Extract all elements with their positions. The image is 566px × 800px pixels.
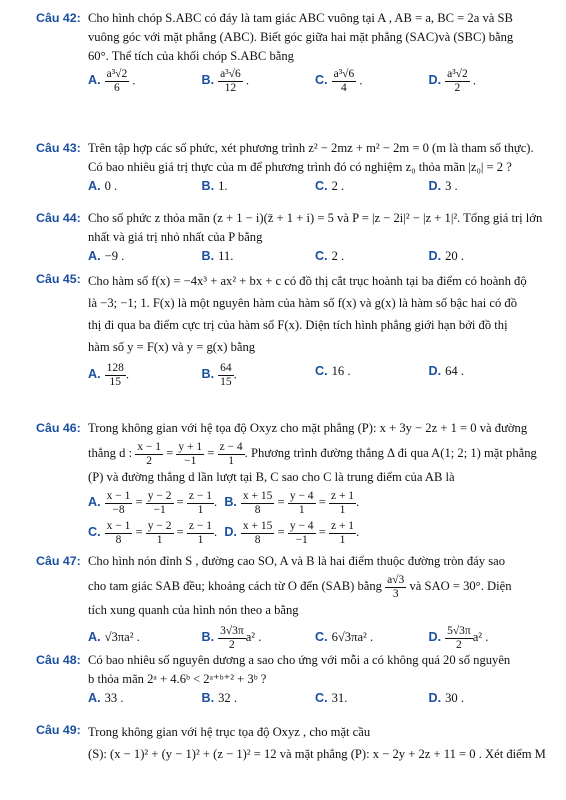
option-d[interactable]: D. 64 .: [428, 364, 464, 378]
question-text: b thỏa mãn 2ᵃ + 4.6ᵇ < 2ᵃ⁺ᵇ⁺² + 3ᵇ ?: [88, 672, 267, 686]
question-44: [38, 209, 542, 266]
option-b[interactable]: B. $\frac{3√3\pi}{2}$ a² .: [201, 624, 262, 651]
option-c[interactable]: C. 2 .: [315, 249, 345, 263]
question-number: Câu 45:: [36, 272, 81, 286]
question-47: [38, 552, 542, 652]
question-text: Cho số phức z thỏa mãn (z + 1 − i)(z̄ + 1 + i) = 5 và P = |z − 2i|² − |z + 1|². Tổng giá trị lớn: [88, 211, 543, 225]
question-48: [38, 651, 542, 708]
option-b[interactable]: B. 32 .: [201, 691, 237, 705]
question-text: Trong không gian với hệ tọa độ Oxyz cho mặt phẳng (P): x + 3y − 2z + 1 = 0 và đường: [88, 421, 528, 435]
question-text: Cho hình chóp S.ABC có đáy là tam giác ABC vuông tại A , AB = a, BC = 2a và SB: [88, 11, 513, 25]
question-text: Có bao nhiêu số nguyên dương a sao cho ứng với mỗi a có không quá 20 số nguyên: [88, 653, 511, 667]
option-c[interactable]: C. 31.: [315, 691, 348, 705]
option-a[interactable]: A. 33 .: [88, 691, 124, 705]
question-49: [36, 721, 546, 765]
question-text: vuông góc với mặt phẳng (ABC). Biết góc giữa hai mặt phẳng (SAC)và (SBC) bằng: [88, 30, 514, 44]
option-a[interactable]: A. $\frac{128}{15}$ .: [88, 362, 129, 388]
question-number: Câu 47:: [36, 554, 81, 568]
question-text: Cho hàm số f(x) = −4x³ + ax² + bx + c có đồ thị cắt trục hoành tại ba điểm có hoành độ: [88, 274, 527, 288]
question-text: tích xung quanh của hình nón theo a bằng: [88, 603, 299, 617]
question-text: thẳng d : $\frac{x - 1}{2}$ = $\frac{y + 1}{-1}$ = $\frac{z - 4}{1}$ . Phương trình đường thẳng Δ đi qua A(1; 2; 1) mặt phẳng: [88, 440, 537, 467]
option-a[interactable]: A. −9 .: [88, 249, 125, 263]
option-c[interactable]: C. $\frac{\text{a³√6}}{4}$ .: [315, 68, 363, 94]
question-number: Câu 43:: [36, 141, 81, 155]
option-d[interactable]: D. 3 .: [428, 179, 458, 193]
question-number: Câu 42:: [36, 11, 81, 25]
question-number: Câu 48:: [36, 653, 81, 667]
option-b[interactable]: B. $\frac{64}{15}$ .: [201, 362, 237, 388]
option-a[interactable]: A. 0 .: [88, 179, 118, 193]
question-number: Câu 49:: [36, 723, 81, 737]
question-text: Trong không gian với hệ trục tọa độ Oxyz , cho mặt cầu: [88, 725, 371, 739]
option-b[interactable]: B. 1.: [201, 179, 228, 193]
question-text: hàm số y = F(x) và y = g(x) bằng: [88, 340, 256, 354]
question-text: Trên tập hợp các số phức, xét phương trình z² − 2mz + m² − 2m = 0 (m là tham số thực).: [88, 141, 534, 155]
option-d[interactable]: D. $\frac{x + 15}{8}$ = $\frac{y - 4}{-1}$ = $\frac{z + 1}{1}$ .: [224, 519, 360, 546]
option-b[interactable]: B. $\frac{x + 15}{8}$ = $\frac{y - 4}{1}$ = $\frac{z + 1}{1}$ .: [224, 489, 360, 516]
option-a[interactable]: A. √3πa² .: [88, 630, 140, 644]
question-text: (P) và đường thẳng d lần lượt tại B, C sao cho C là trung điểm của AB là: [88, 470, 455, 484]
question-number: Câu 46:: [36, 421, 81, 435]
question-text: là −3; −1; 1. F(x) là một nguyên hàm của hàm số f(x) và g(x) là hàm số bậc hai có đồ: [88, 296, 517, 310]
question-text: nhất và giá trị nhỏ nhất của P bằng: [88, 230, 263, 244]
question-text: thị đi qua ba điểm cực trị của hàm số F(x). Diện tích hình phẳng giới hạn bởi đồ thị: [88, 318, 508, 332]
question-text: cho tam giác SAB đều; khoảng cách từ O đến (SAB) bằng $\frac{a√3}{3}$ và SAO = 30°. Diện: [88, 573, 512, 600]
question-43: [38, 139, 542, 196]
question-number: Câu 44:: [36, 211, 81, 225]
question-text: Cho hình nón đỉnh S , đường cao SO, A và B là hai điểm thuộc đường tròn đáy sao: [88, 554, 505, 568]
option-d[interactable]: D. 20 .: [428, 249, 464, 263]
option-d[interactable]: D. $\frac{\text{a³√2}}{2}$ .: [428, 68, 477, 94]
option-d[interactable]: D. 30 .: [428, 691, 464, 705]
question-42: [38, 9, 542, 95]
question-45: [38, 270, 542, 389]
option-d[interactable]: D. $\frac{5√3\pi}{2}$ a² .: [428, 624, 489, 651]
question-46: [38, 419, 542, 547]
question-text: Có bao nhiêu giá trị thực của m để phương trình đó có nghiệm z₀ thỏa mãn |z₀| = 2 ?: [88, 160, 512, 174]
option-c[interactable]: C. 16 .: [315, 364, 351, 378]
option-c[interactable]: C. $\frac{x - 1}{8}$ = $\frac{y - 2}{1}$ = $\frac{z - 1}{1}$ .: [88, 519, 218, 546]
option-a[interactable]: A. $\frac{\text{a³√2}}{6}$ .: [88, 68, 136, 94]
option-a[interactable]: A. $\frac{x - 1}{-8}$ = $\frac{y - 2}{-1}$ = $\frac{z - 1}{1}$ .: [88, 489, 218, 516]
option-c[interactable]: C. 6√3πa² .: [315, 630, 374, 644]
question-text: (S): (x − 1)² + (y − 1)² + (z − 1)² = 12 và mặt phẳng (P): x − 2y + 2z + 11 = 0 . Xét điểm M: [88, 747, 546, 761]
option-b[interactable]: B. $\frac{\text{a³√6}}{12}$ .: [201, 68, 250, 94]
option-c[interactable]: C. 2 .: [315, 179, 345, 193]
question-text: 60°. Thể tích của khối chóp S.ABC bằng: [88, 49, 294, 63]
option-b[interactable]: B. 11.: [201, 249, 234, 263]
